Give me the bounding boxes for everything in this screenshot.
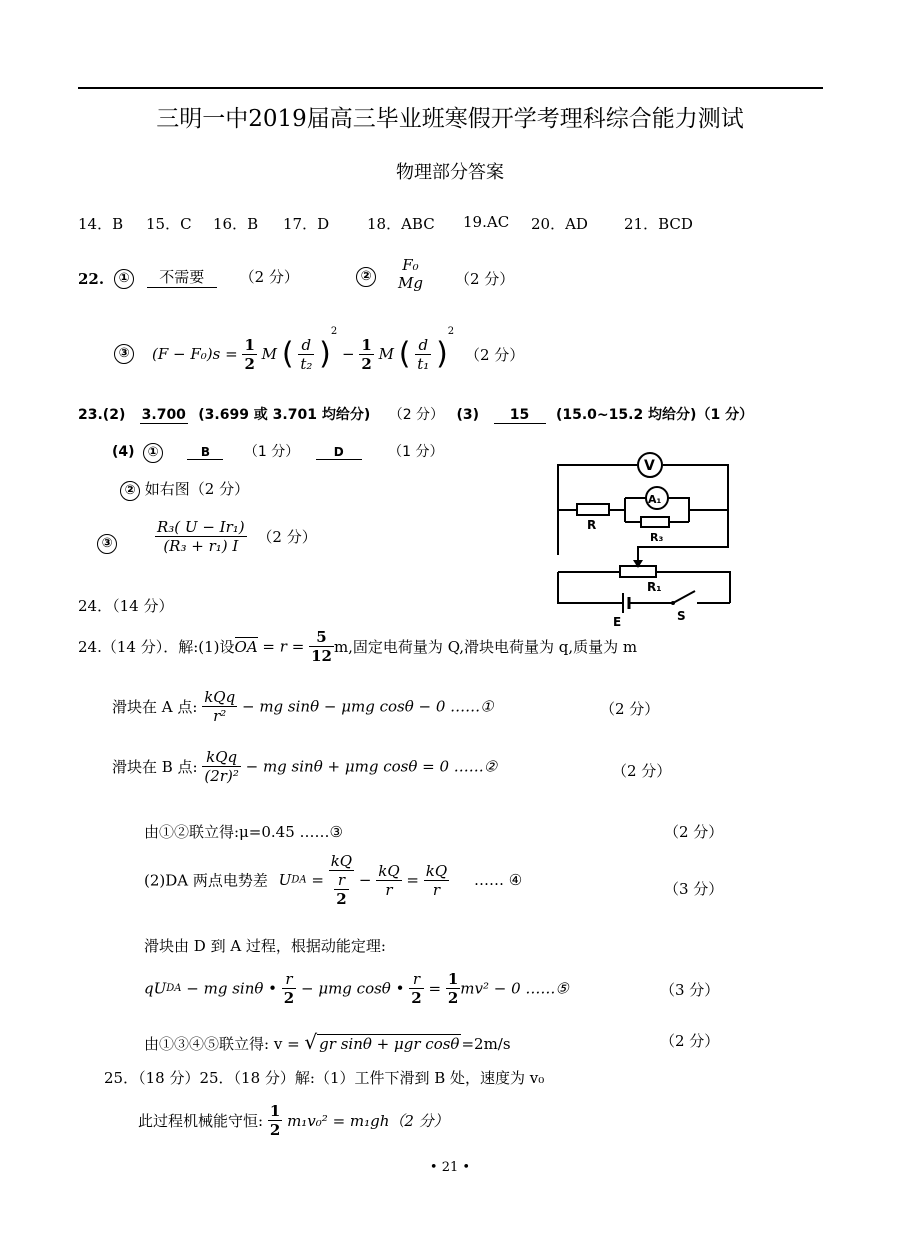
paren-open: ( bbox=[281, 336, 294, 372]
paren-open: ( bbox=[398, 336, 411, 372]
q24-line-7 bbox=[144, 1030, 511, 1054]
fraction-denominator: 2 bbox=[244, 354, 255, 373]
fraction-denominator: r bbox=[432, 880, 441, 899]
potential-subscript: DA bbox=[166, 983, 182, 994]
mc-answer: 16．B bbox=[213, 215, 259, 233]
q24-score-6: （3 分） bbox=[660, 981, 720, 999]
fraction-denominator: r bbox=[385, 880, 393, 899]
fraction-numerator: 5 bbox=[309, 628, 334, 647]
mc-answer: 18．ABC bbox=[367, 215, 435, 233]
fraction-denominator: 2 bbox=[447, 989, 459, 1007]
exponent: 2 bbox=[447, 326, 455, 337]
fraction-denominator: 2 bbox=[283, 989, 295, 1007]
fraction-numerator: r bbox=[409, 970, 423, 989]
q23-answer-2: 3.700 bbox=[141, 407, 186, 423]
circled-number: ① bbox=[143, 443, 163, 463]
fraction-numerator: F₀ bbox=[402, 256, 419, 274]
q24-eq: = r = bbox=[257, 637, 305, 656]
q23-part4-c3 bbox=[97, 533, 117, 554]
mc-answer: 14．B bbox=[78, 215, 124, 233]
circuit-wire bbox=[668, 498, 689, 522]
fraction-denominator: r² bbox=[213, 707, 227, 725]
line-label: 滑块在 B 点: bbox=[112, 758, 198, 776]
circled-number: ② bbox=[356, 267, 376, 287]
mc-answer: 20．AD bbox=[531, 215, 588, 233]
fraction-numerator: 1 bbox=[447, 970, 459, 988]
q24-line-b bbox=[112, 748, 497, 785]
energy-equation: m₁v₀² = m₁gh（2 分） bbox=[287, 1112, 449, 1130]
q22-part2-marker bbox=[356, 266, 376, 287]
q24-intro bbox=[78, 628, 637, 665]
q23-answer-4b: D bbox=[316, 445, 362, 460]
fraction-denominator: 2 bbox=[336, 890, 347, 908]
fraction-denominator: 2 bbox=[361, 354, 372, 373]
q22-answer-1: 不需要 bbox=[147, 266, 217, 288]
fraction-denominator: 2 bbox=[269, 1121, 281, 1139]
fraction-numerator: r bbox=[282, 970, 296, 989]
fraction-denominator: t₂ bbox=[300, 354, 313, 373]
q23-line3 bbox=[120, 478, 249, 501]
sqrt-sign-icon: √ bbox=[304, 1030, 318, 1054]
paren-close: ) bbox=[436, 336, 448, 372]
q23-label-3: (3) bbox=[456, 407, 480, 423]
page-subtitle: 物理部分答案 bbox=[396, 162, 504, 183]
q24-score-4: （3 分） bbox=[664, 880, 724, 898]
sqrt-radicand: gr sinθ + μgr cosθ bbox=[319, 1035, 460, 1053]
q23-label: 23.(2) bbox=[78, 407, 126, 423]
fraction-numerator: R₃( U − Ir₁) bbox=[157, 518, 245, 536]
q24-line-a bbox=[112, 688, 494, 725]
mass-symbol: M bbox=[261, 345, 278, 363]
q22-score-1: （2 分） bbox=[239, 268, 299, 286]
mc-answer: 17．D bbox=[283, 215, 330, 233]
q24-intro-text: 24.（14 分）．解:(1)设 bbox=[78, 638, 235, 656]
label-r1: R₁ bbox=[647, 580, 662, 594]
q23-score-4b: （1 分） bbox=[388, 444, 444, 460]
q23-score-4a: （1 分） bbox=[243, 444, 300, 460]
mc-answer: 15．C bbox=[146, 215, 192, 233]
q23-answer-4a: B bbox=[187, 445, 223, 460]
fraction-numerator: 1 bbox=[361, 335, 372, 354]
fraction-denominator: 12 bbox=[311, 647, 332, 665]
result-value: =2m/s bbox=[461, 1035, 511, 1053]
mass-symbol: M bbox=[378, 345, 394, 363]
fraction-numerator: kQ bbox=[330, 852, 353, 870]
energy-term: − mg sinθ • bbox=[181, 979, 278, 998]
circled-number: ③ bbox=[114, 344, 134, 364]
label-switch: S bbox=[677, 609, 686, 623]
q23-label-4: (4) bbox=[112, 444, 135, 460]
label-ammeter: A₁ bbox=[648, 493, 662, 506]
fraction-numerator: r bbox=[334, 871, 348, 890]
minus-sign: − bbox=[342, 345, 355, 363]
q22-score-2: （2 分） bbox=[455, 270, 515, 288]
equation-lhs: (F − F₀)s = bbox=[152, 345, 238, 363]
label-r: R bbox=[587, 518, 597, 532]
circuit-wire bbox=[558, 572, 623, 603]
equals-sign: = bbox=[311, 871, 324, 889]
label-voltmeter: V bbox=[644, 458, 655, 474]
energy-term: qU bbox=[144, 979, 167, 998]
potential-symbol: U bbox=[278, 871, 292, 889]
switch-contact bbox=[671, 601, 675, 605]
exponent: 2 bbox=[330, 326, 338, 337]
mc-answer: 19.AC bbox=[463, 213, 510, 231]
fraction-denominator: Mg bbox=[398, 274, 423, 292]
circled-number: ① bbox=[114, 269, 134, 289]
segment-oa: OA bbox=[234, 637, 258, 656]
fraction-denominator: (2r)² bbox=[204, 767, 239, 785]
q24-line-6 bbox=[144, 970, 569, 1007]
resistor-r-symbol bbox=[577, 504, 609, 515]
q23-note-2: (3.699 或 3.701 均给分) bbox=[198, 407, 371, 423]
q22-equation bbox=[152, 326, 524, 373]
q25-line-1 bbox=[138, 1102, 449, 1139]
equation-rest: − mg sinθ + μmg cosθ = 0 ……② bbox=[245, 757, 498, 776]
fraction-denominator: (R₃ + r₁) I bbox=[163, 537, 239, 555]
equals-sign: = bbox=[423, 979, 442, 998]
fraction-numerator: kQq bbox=[202, 748, 240, 767]
q24-score-7: （2 分） bbox=[660, 1032, 720, 1050]
q24-line-5: 滑块由 D 到 A 过程，根据动能定理: bbox=[144, 937, 386, 955]
fraction-numerator: kQq bbox=[204, 688, 236, 706]
mc-answer: 21．BCD bbox=[624, 215, 693, 233]
q24-line-3: 由①②联立得:μ=0.45 ……③ bbox=[144, 823, 343, 841]
circuit-wire bbox=[638, 465, 728, 563]
fraction-numerator: 1 bbox=[244, 335, 255, 354]
line-label: 由①③④⑤联立得: v = bbox=[144, 1035, 300, 1053]
q24-line-4 bbox=[144, 852, 522, 908]
minus-sign: − bbox=[358, 871, 372, 889]
q23-line1 bbox=[78, 404, 753, 424]
paren-close: ) bbox=[319, 336, 331, 372]
q24-score-a: （2 分） bbox=[600, 700, 660, 718]
fraction-numerator: kQ bbox=[425, 861, 448, 880]
q22-part3-marker bbox=[114, 343, 134, 364]
q23-score-4c: （2 分） bbox=[257, 528, 317, 546]
circuit-wire bbox=[656, 572, 730, 603]
q22-number: 22. bbox=[78, 270, 105, 288]
equation-tail: …… ④ bbox=[473, 871, 523, 889]
q23-score-2: （2 分） bbox=[388, 407, 445, 423]
energy-term: mv² − 0 ……⑤ bbox=[460, 979, 569, 998]
line-label: (2)DA 两点电势差 bbox=[144, 871, 268, 890]
fraction-denominator: t₁ bbox=[417, 354, 430, 373]
q25-heading: 25．（18 分）25．（18 分）解:（1）工件下滑到 B 处，速度为 v₀ bbox=[104, 1069, 545, 1087]
resistor-r3-symbol bbox=[641, 517, 669, 527]
q23-line2 bbox=[112, 441, 444, 463]
circled-number: ② bbox=[120, 481, 140, 501]
circuit-diagram bbox=[545, 450, 740, 630]
q24-score-3: （2 分） bbox=[664, 823, 724, 841]
q24-score-b: （2 分） bbox=[612, 762, 672, 780]
page-number: • 21 • bbox=[429, 1160, 471, 1175]
q22-part1 bbox=[114, 266, 299, 289]
line-label: 此过程机械能守恒: bbox=[138, 1112, 264, 1130]
q23-answer-3: 15 bbox=[494, 407, 546, 424]
q23-text: 如右图（2 分） bbox=[144, 480, 250, 498]
switch-blade bbox=[673, 591, 695, 603]
equation-rest: − mg sinθ − μmg cosθ − 0 ……① bbox=[242, 697, 494, 716]
fraction-numerator: 1 bbox=[269, 1102, 281, 1120]
fraction-numerator: d bbox=[298, 336, 314, 355]
q22-score-3: （2 分） bbox=[464, 345, 525, 364]
q23-fraction bbox=[155, 518, 317, 555]
top-rule bbox=[78, 87, 823, 89]
fraction-numerator: d bbox=[415, 336, 431, 355]
fraction-numerator: kQ bbox=[378, 861, 400, 880]
label-battery: E bbox=[613, 615, 622, 629]
q23-note-3: (15.0~15.2 均给分)（1 分） bbox=[555, 407, 754, 423]
fraction-denominator: 2 bbox=[411, 989, 422, 1007]
energy-term: − μmg cosθ • bbox=[296, 979, 405, 998]
label-r3: R₃ bbox=[650, 531, 664, 544]
q24-heading: 24．（14 分） bbox=[78, 597, 174, 615]
circled-number: ③ bbox=[97, 534, 117, 554]
equals-sign: = bbox=[406, 871, 419, 889]
line-label: 滑块在 A 点: bbox=[112, 698, 198, 716]
q24-intro-tail: m,固定电荷量为 Q,滑块电荷量为 q,质量为 m bbox=[333, 638, 638, 656]
q22-fraction bbox=[396, 256, 425, 292]
potential-subscript: DA bbox=[291, 874, 307, 886]
page-title: 三明一中2019届高三毕业班寒假开学考理科综合能力测试 bbox=[156, 106, 744, 132]
